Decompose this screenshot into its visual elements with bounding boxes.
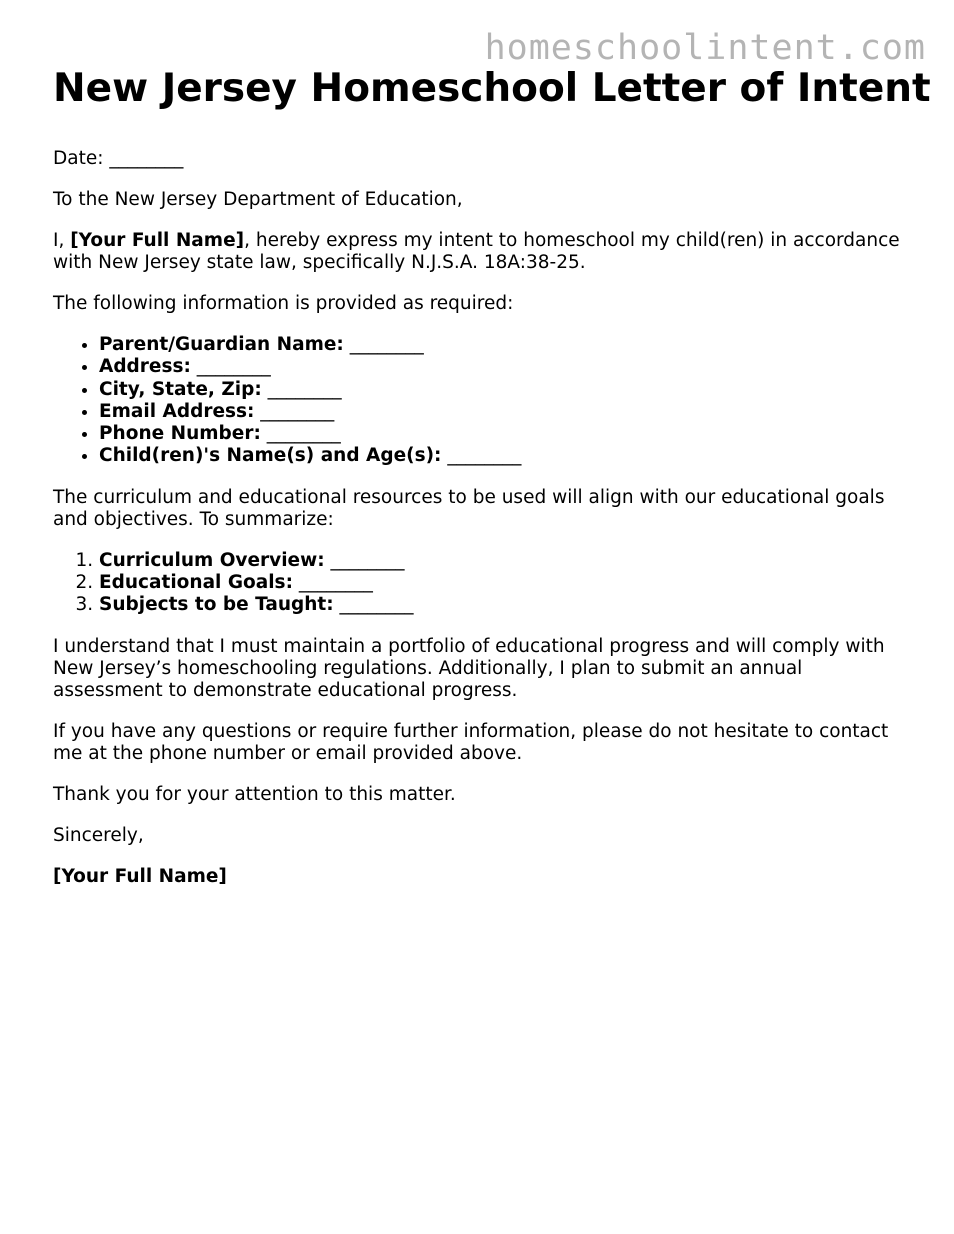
list-item-address xyxy=(99,356,913,378)
info-intro: The following information is provided as required: xyxy=(53,293,514,314)
item-label: Address: xyxy=(99,356,191,378)
site-watermark: homeschoolintent.com xyxy=(484,28,926,68)
item-blank: ________ xyxy=(324,549,405,571)
letter-document xyxy=(53,64,931,907)
item-blank: ________ xyxy=(260,423,341,445)
item-label: Subjects to be Taught: xyxy=(99,594,334,616)
item-label: Phone Number: xyxy=(99,423,261,445)
item-label: Email Address: xyxy=(99,400,255,422)
curriculum-list xyxy=(53,550,913,617)
list-item-parent-name xyxy=(99,334,913,356)
item-blank: ________ xyxy=(441,445,522,467)
closing-line: Sincerely, xyxy=(53,824,144,846)
item-label: Educational Goals: xyxy=(99,572,293,594)
item-label: Parent/Guardian Name: xyxy=(99,334,344,355)
intro-paragraph xyxy=(53,230,913,274)
list-item-subjects xyxy=(99,594,913,616)
list-item-children xyxy=(99,445,913,467)
list-item-curriculum-overview xyxy=(99,550,913,572)
full-name-placeholder: [Your Full Name] xyxy=(70,230,245,251)
item-label: Child(ren)'s Name(s) and Age(s): xyxy=(99,445,442,467)
signature-line xyxy=(53,866,913,888)
item-blank: ________ xyxy=(292,572,373,594)
contact-paragraph: If you have any questions or require further information, please do not hesitate to contact me at the phone number or email provided above. xyxy=(53,720,889,764)
info-list xyxy=(53,334,913,468)
salutation: To the New Jersey Department of Education, xyxy=(53,189,463,210)
page-title: New Jersey Homeschool Letter of Intent xyxy=(53,66,931,111)
list-item-educational-goals xyxy=(99,572,913,594)
list-item-city-state-zip xyxy=(99,379,913,401)
thanks-line: Thank you for your attention to this matter. xyxy=(53,783,456,805)
item-label: Curriculum Overview: xyxy=(99,549,325,571)
item-blank: ________ xyxy=(261,378,342,400)
intro-suffix: , hereby express my intent to homeschool my child(ren) in accordance with New Jersey state law, specifically N.J.S.A. 18A:38-25. xyxy=(53,230,900,273)
item-blank: ________ xyxy=(190,356,271,378)
date-line: Date: ________ xyxy=(53,148,184,169)
item-blank: ________ xyxy=(254,400,335,422)
intro-prefix: I, xyxy=(53,230,71,251)
portfolio-paragraph: I understand that I must maintain a portfolio of educational progress and will comply with New Jersey’s homeschooling regulations. Additionally, I plan to submit an annual assessment to demonstrate educational progress. xyxy=(53,635,885,701)
curriculum-intro: The curriculum and educational resources to be used will align with our educational goals and objectives. To summarize: xyxy=(53,486,885,530)
list-item-email xyxy=(99,401,913,423)
item-blank: ________ xyxy=(333,594,414,616)
signature-name: [Your Full Name] xyxy=(53,865,227,887)
item-label: City, State, Zip: xyxy=(99,378,262,400)
list-item-phone xyxy=(99,423,913,445)
item-blank: ________ xyxy=(343,334,424,355)
